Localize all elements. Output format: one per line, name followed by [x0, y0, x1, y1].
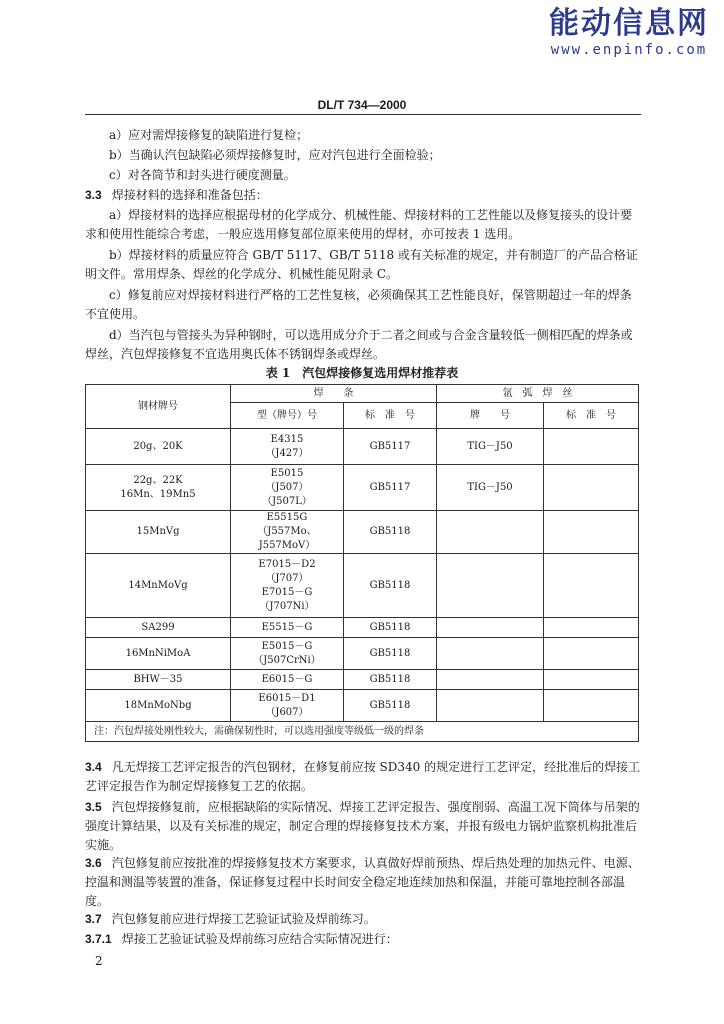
section-3-3-item-a: a）焊接材料的选择应根据母材的化学成分、机械性能、焊接材料的工艺性能以及修复接头的设计要求和使用性能综合考虑，一般应选用修复部位原来使用的焊材，亦可按表 1 选用。 [85, 208, 633, 241]
table-row [86, 465, 639, 511]
header-wire-standard: 标 准 号 [544, 403, 639, 429]
section-3-3-item-b: b）焊接材料的质量应符合 GB/T 5117、GB/T 5118 或有关标准的规定，并有制造厂的产品合格证明文件。常用焊条、焊丝的化学成分、机械性能见附录 C。 [85, 248, 638, 281]
section-3-3-item-d: d）当汽包与管接头为异种钢时，可以选用成分介于二者之间或与合金含量较低一侧相匹配的焊条或焊丝，汽包焊接修复不宜选用奥氏体不锈钢焊条或焊丝。 [85, 328, 633, 361]
section-text: 凡无焊接工艺评定报告的汽包钢材，在修复前应按 SD340 的规定进行工艺评定，经批准后的焊接工艺评定报告作为制定焊接修复工艺的依据。 [85, 760, 641, 793]
cell-electrode-standard: GB5118 [344, 670, 437, 690]
section-number: 3.4 [85, 760, 102, 774]
cell-steel: SA299 [86, 618, 231, 638]
cell-wire-standard [544, 554, 639, 618]
cell-electrode-type: E6015－G [231, 670, 344, 690]
table-note: 注：汽包焊接处刚性较大，需确保韧性时，可以选用强度等级低一级的焊条 [86, 722, 639, 742]
item-c-hardness: c）对各筒节和封头进行硬度测量。 [109, 168, 296, 182]
cell-electrode-standard: GB5117 [344, 465, 437, 511]
table-row [86, 554, 639, 618]
cell-steel: 20g、20K [86, 429, 231, 465]
cell-steel: 18MnMoNbg [86, 690, 231, 722]
section-title: 焊接材料的选择和准备包括： [111, 188, 268, 202]
cell-electrode-standard: GB5118 [344, 554, 437, 618]
table-row [86, 429, 639, 465]
section-3-3-heading [85, 186, 641, 205]
standard-number-header: DL/T 734—2000 [317, 98, 407, 112]
header-electrode-group: 焊 条 [231, 385, 437, 403]
cell-wire-brand [437, 670, 544, 690]
table-caption: 表 1 汽包焊接修复选用焊材推荐表 [265, 366, 459, 380]
cell-electrode-standard: GB5118 [344, 511, 437, 554]
cell-wire-brand [437, 511, 544, 554]
table-row [86, 511, 639, 554]
cell-steel: 14MnMoVg [86, 554, 231, 618]
cell-electrode-type: E4315 （J427） [231, 429, 344, 465]
section-number: 3.7 [85, 912, 102, 926]
table-welding-materials [85, 384, 639, 742]
cell-wire-standard [544, 618, 639, 638]
cell-electrode-type: E6015－D1 （J607） [231, 690, 344, 722]
cell-wire-standard [544, 465, 639, 511]
section-text: 汽包修复前应按批准的焊接修复技术方案要求，认真做好焊前预热、焊后热处理的加热元件、电源、控温和测温等装置的准备，保证修复过程中长时间安全稳定地连续加热和保温，并能可靠地控制各部温度。 [85, 856, 640, 908]
header-steel-grade: 钢材牌号 [86, 385, 231, 429]
cell-wire-standard [544, 511, 639, 554]
cell-electrode-type: E7015－D2 （J707） E7015－G （J707Ni） [231, 554, 344, 618]
cell-steel: 22g、22K 16Mn、19Mn5 [86, 465, 231, 511]
cell-electrode-standard: GB5118 [344, 690, 437, 722]
section-number: 3.6 [85, 856, 102, 870]
cell-wire-standard [544, 690, 639, 722]
section-3-3-item-c: c）修复前应对焊接材料进行严格的工艺性复核，必须确保其工艺性能良好，保管期超过一年的焊条不宜使用。 [85, 288, 632, 321]
cell-electrode-standard: GB5118 [344, 638, 437, 670]
item-b-full-inspection: b）当确认汽包缺陷必须焊接修复时，应对汽包进行全面检验； [109, 148, 441, 162]
header-wire-group: 氩 弧 焊 丝 [437, 385, 639, 403]
section-text: 焊接工艺验证试验及焊前练习应结合实际情况进行： [121, 932, 398, 946]
header-rule [85, 114, 641, 115]
table-row [86, 670, 639, 690]
header-wire-brand: 牌 号 [437, 403, 544, 429]
section-number: 3.7.1 [85, 932, 112, 946]
section-text: 汽包修复前应进行焊接工艺验证试验及焊前练习。 [111, 912, 376, 926]
section-3-7 [85, 910, 641, 929]
item-a-recheck: a）应对需焊接修复的缺陷进行复检； [109, 128, 309, 142]
cell-electrode-standard: GB5117 [344, 429, 437, 465]
section-3-6 [85, 854, 641, 911]
watermark-url: www.enpinfo.com [550, 42, 708, 58]
cell-steel: 15MnVg [86, 511, 231, 554]
section-3-5 [85, 798, 641, 855]
cell-wire-brand: TIG－J50 [437, 429, 544, 465]
cell-wire-standard [544, 429, 639, 465]
cell-wire-brand [437, 618, 544, 638]
header-electrode-type: 型（牌号）号 [231, 403, 344, 429]
section-number: 3.3 [85, 188, 102, 202]
table-row [86, 618, 639, 638]
header-electrode-standard: 标 准 号 [344, 403, 437, 429]
watermark-title: 能动信息网 [549, 6, 709, 41]
cell-electrode-type: E5015－G （J507CrNi） [231, 638, 344, 670]
cell-steel: 16MnNiMoA [86, 638, 231, 670]
cell-steel: BHW－35 [86, 670, 231, 690]
cell-wire-standard [544, 638, 639, 670]
section-3-4 [85, 758, 641, 796]
cell-electrode-standard: GB5118 [344, 618, 437, 638]
cell-wire-standard [544, 670, 639, 690]
cell-wire-brand: TIG－J50 [437, 465, 544, 511]
section-3-7-1 [85, 930, 641, 949]
cell-wire-brand [437, 638, 544, 670]
section-number: 3.5 [85, 800, 102, 814]
page-number: 2 [95, 954, 103, 968]
cell-electrode-type: E5515－G [231, 618, 344, 638]
cell-wire-brand [437, 554, 544, 618]
table-row [86, 638, 639, 670]
cell-electrode-type: E5015 （J507） （J507L） [231, 465, 344, 511]
table-row [86, 690, 639, 722]
cell-wire-brand [437, 690, 544, 722]
cell-electrode-type: E5515G （J557Mo、J557MoV） [231, 511, 344, 554]
section-text: 汽包焊接修复前，应根据缺陷的实际情况、焊接工艺评定报告、强度削弱、高温工况下筒体与吊架的强度计算结果，以及有关标准的规定，制定合理的焊接修复技术方案，并报有级电力锅炉监察机构批准后实施。 [85, 800, 640, 852]
watermark-logo [540, 6, 718, 58]
